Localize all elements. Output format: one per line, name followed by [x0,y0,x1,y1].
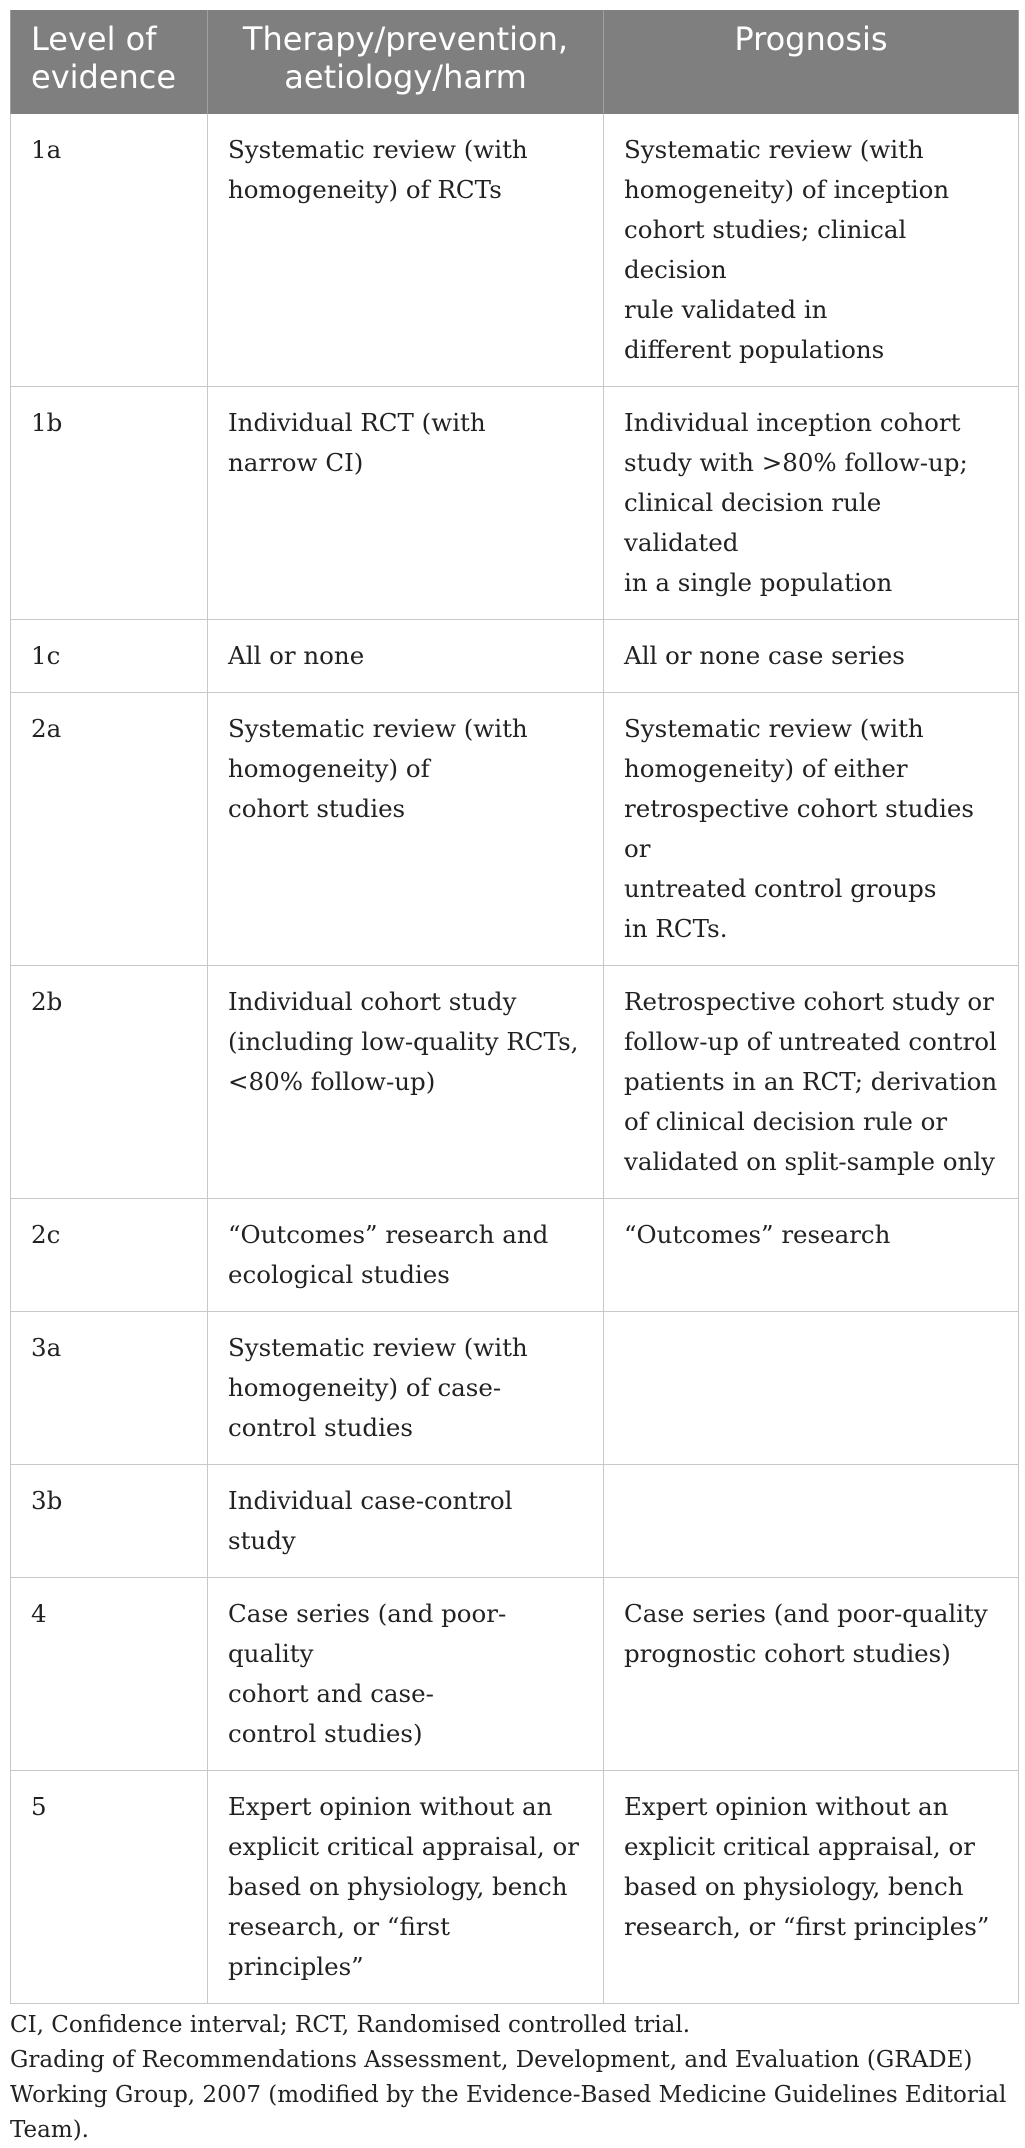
evidence-table-container [10,10,1018,2148]
cell-level: 3b [11,1465,208,1578]
header-prognosis: Prognosis [604,10,1019,114]
cell-level: 5 [11,1771,208,2004]
cell-therapy: Individual case-control study [208,1465,604,1578]
cell-prognosis [604,1465,1019,1578]
cell-prognosis: Case series (and poor-quality prognostic cohort studies) [604,1578,1019,1771]
header-level-of-evidence: Level of evidence [11,10,208,114]
table-body [11,114,1019,2004]
cell-prognosis: Systematic review (with homogeneity) of inception cohort studies; clinical decision rule validated in different populations [604,114,1019,387]
cell-level: 1a [11,114,208,387]
table-row [11,1771,1019,2004]
cell-prognosis: Individual inception cohort study with >80% follow-up; clinical decision rule validated in a single population [604,387,1019,620]
table-row [11,387,1019,620]
table-footnotes [10,2008,1020,2148]
table-row [11,1199,1019,1312]
cell-therapy: Individual cohort study (including low-quality RCTs, <80% follow-up) [208,966,604,1199]
levels-of-evidence-table [10,10,1019,2004]
cell-level: 2a [11,693,208,966]
cell-therapy: Systematic review (with homogeneity) of case- control studies [208,1312,604,1465]
cell-prognosis: Expert opinion without an explicit critical appraisal, or based on physiology, bench research, or “first principles” [604,1771,1019,2004]
table-row [11,1312,1019,1465]
cell-level: 3a [11,1312,208,1465]
header-row [11,10,1019,114]
cell-therapy: Systematic review (with homogeneity) of cohort studies [208,693,604,966]
cell-level: 4 [11,1578,208,1771]
cell-therapy: Expert opinion without an explicit critical appraisal, or based on physiology, bench research, or “first principles” [208,1771,604,2004]
table-row [11,693,1019,966]
cell-prognosis [604,1312,1019,1465]
header-therapy-prevention: Therapy/prevention, aetiology/harm [208,10,604,114]
table-row [11,1465,1019,1578]
table-row [11,620,1019,693]
table-header [11,10,1019,114]
cell-therapy: “Outcomes” research and ecological studies [208,1199,604,1312]
cell-therapy: Individual RCT (with narrow CI) [208,387,604,620]
cell-prognosis: Retrospective cohort study or follow-up of untreated control patients in an RCT; derivation of clinical decision rule or validated on split-sample only [604,966,1019,1199]
cell-therapy: Case series (and poor-quality cohort and case- control studies) [208,1578,604,1771]
cell-prognosis: “Outcomes” research [604,1199,1019,1312]
table-row [11,966,1019,1199]
cell-prognosis: Systematic review (with homogeneity) of either retrospective cohort studies or untreated control groups in RCTs. [604,693,1019,966]
source-note: Grading of Recommendations Assessment, Development, and Evaluation (GRADE) Working Group, 2007 (modified by the Evidence-Based Medicine Guidelines Editorial Team). [10,2047,1007,2143]
cell-level: 1b [11,387,208,620]
abbreviations-note: CI, Confidence interval; RCT, Randomised controlled trial. [10,2012,691,2038]
table-row [11,1578,1019,1771]
table-row [11,114,1019,387]
cell-therapy: Systematic review (with homogeneity) of RCTs [208,114,604,387]
cell-level: 2c [11,1199,208,1312]
cell-therapy: All or none [208,620,604,693]
cell-level: 1c [11,620,208,693]
cell-prognosis: All or none case series [604,620,1019,693]
cell-level: 2b [11,966,208,1199]
